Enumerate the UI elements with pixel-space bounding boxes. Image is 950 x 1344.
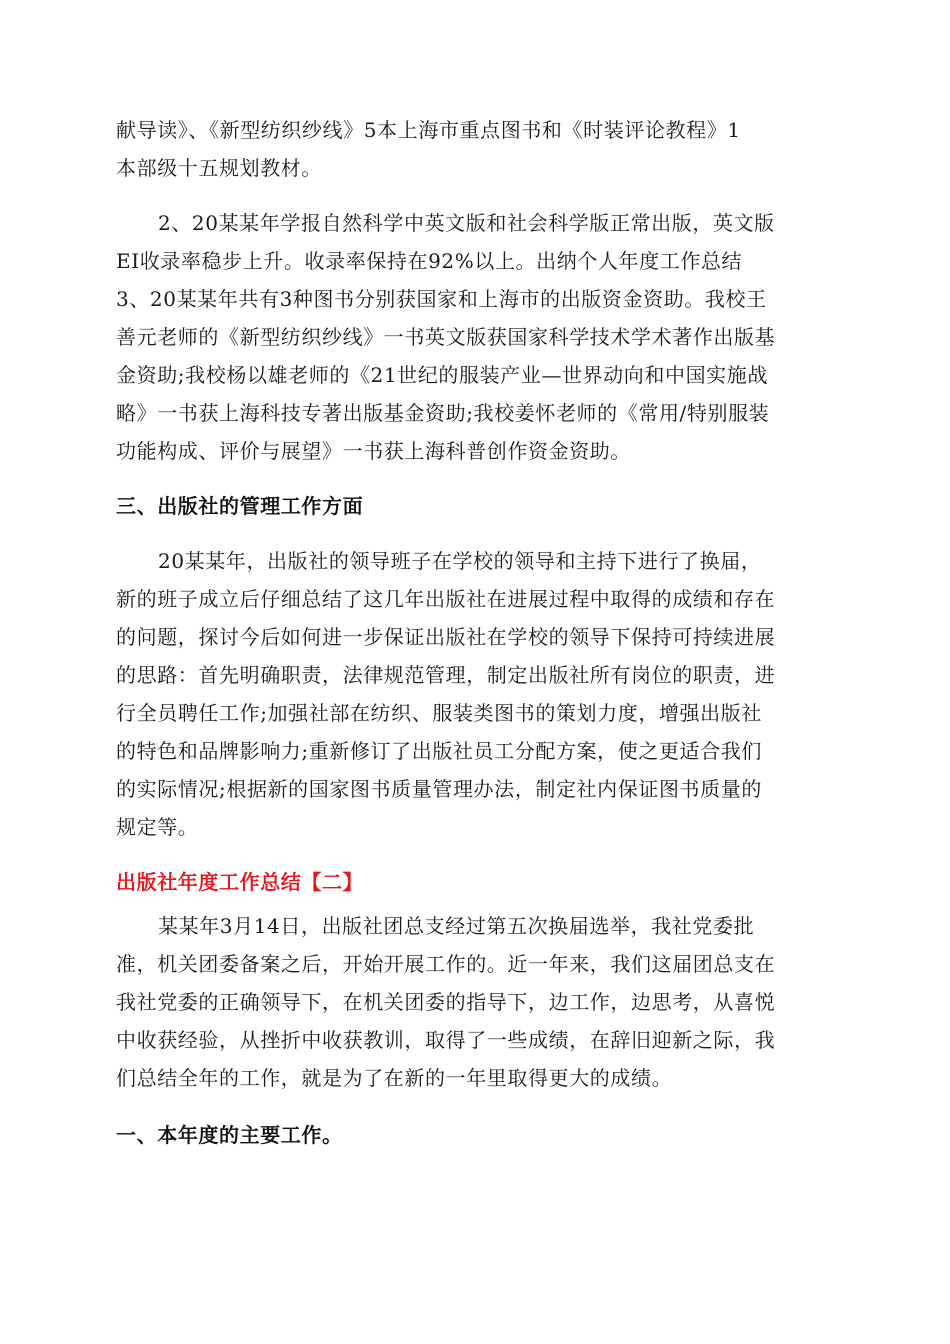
paragraph-line: 20某某年，出版社的领导班子在学校的领导和主持下进行了换届，: [158, 549, 762, 573]
paragraph-line: 规定等。: [116, 815, 199, 839]
paragraph-line: 的思路：首先明确职责，法律规范管理，制定出版社所有岗位的职责，进: [116, 663, 776, 687]
paragraph-line: 的实际情况;根据新的国家图书质量管理办法，制定社内保证图书质量的: [116, 777, 762, 801]
paragraph-line: 的问题，探讨今后如何进一步保证出版社在学校的领导下保持可持续进展: [116, 625, 776, 649]
section-heading: 一、本年度的主要工作。: [116, 1123, 343, 1147]
part-heading: 出版社年度工作总结【二】: [116, 870, 364, 894]
paragraph-line: EI收录率稳步上升。收录率保持在92%以上。出纳个人年度工作总结: [116, 249, 743, 273]
paragraph-line: 献导读》、《新型纺织纱线》5本上海市重点图书和《时装评论教程》1: [116, 118, 741, 142]
paragraph-line: 们总结全年的工作，就是为了在新的一年里取得更大的成绩。: [116, 1066, 673, 1090]
paragraph-line: 略》一书获上海科技专著出版基金资助;我校姜怀老师的《常用/特别服装: [116, 401, 770, 425]
paragraph-line: 的特色和品牌影响力;重新修订了出版社员工分配方案，使之更适合我们: [116, 739, 762, 763]
paragraph-line: 3、20某某年共有3种图书分别获国家和上海市的出版资金资助。我校王: [116, 287, 767, 311]
paragraph-line: 善元老师的《新型纺织纱线》一书英文版获国家科学技术学术著作出版基: [116, 325, 776, 349]
paragraph-line: 行全员聘任工作;加强社部在纺织、服装类图书的策划力度，增强出版社: [116, 701, 762, 725]
paragraph-line: 某某年3月14日，出版社团总支经过第五次换届选举，我社党委批: [158, 914, 755, 938]
paragraph-line: 中收获经验，从挫折中收获教训，取得了一些成绩，在辞旧迎新之际，我: [116, 1028, 776, 1052]
paragraph-line: 准，机关团委备案之后，开始开展工作的。近一年来，我们这届团总支在: [116, 952, 776, 976]
paragraph-line: 新的班子成立后仔细总结了这几年出版社在进展过程中取得的成绩和存在: [116, 587, 776, 611]
paragraph-line: 我社党委的正确领导下，在机关团委的指导下，边工作，边思考，从喜悦: [116, 990, 776, 1014]
paragraph-line: 2、20某某年学报自然科学中英文版和社会科学版正常出版，英文版: [158, 211, 775, 235]
paragraph-line: 本部级十五规划教材。: [116, 156, 322, 180]
paragraph-line: 金资助;我校杨以雄老师的《21世纪的服装产业—世界动向和中国实施战: [116, 363, 768, 387]
paragraph-line: 功能构成、评价与展望》一书获上海科普创作资金资助。: [116, 439, 631, 463]
section-heading: 三、出版社的管理工作方面: [116, 494, 364, 518]
